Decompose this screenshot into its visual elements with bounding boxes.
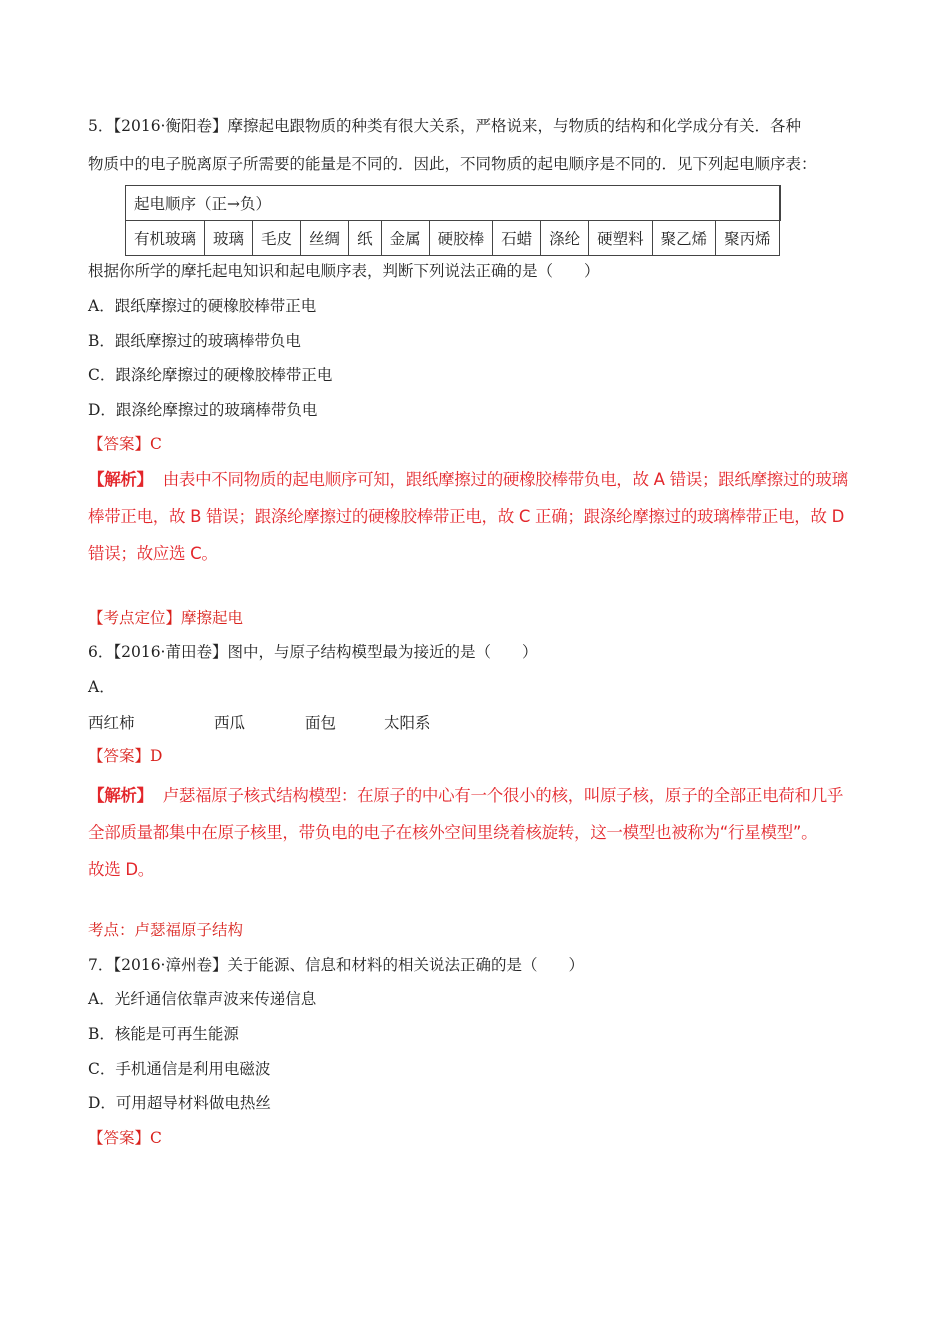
q6-explanation [88, 777, 878, 888]
table-cell: 金属 [381, 221, 429, 256]
explanation-tag: 【解析】 [88, 470, 153, 489]
explanation-line: 由表中不同物质的起电顺序可知，跟纸摩擦过的硬橡胶棒带负电，故 A 错误；跟纸摩擦过的玻璃 [162, 470, 848, 489]
q5-knowledge-point [88, 608, 243, 628]
q7-option-c: C．手机通信是利用电磁波 [88, 1060, 271, 1078]
answer-value: C [150, 1129, 162, 1147]
q6-item: 太阳系 [384, 714, 431, 732]
q7-option-b: B．核能是可再生能源 [88, 1025, 239, 1043]
triboelectric-series-table [125, 185, 781, 256]
table-row [126, 221, 781, 256]
q5-stem-line2: 物质中的电子脱离原子所需要的能量是不同的．因此，不同物质的起电顺序是不同的．见下列起电顺序表： [88, 155, 817, 173]
q7-option-a: A．光纤通信依靠声波来传递信息 [88, 990, 317, 1008]
q5-option-b: B．跟纸摩擦过的玻璃棒带负电 [88, 332, 301, 350]
q5-explanation [88, 461, 878, 572]
table-cell: 硬胶棒 [429, 221, 493, 256]
table-cell: 毛皮 [253, 221, 301, 256]
table-cell: 硬塑料 [589, 221, 653, 256]
q5-option-c: C．跟涤纶摩擦过的硬橡胶棒带正电 [88, 366, 333, 384]
q6-answer [88, 746, 162, 766]
table-cell: 有机玻璃 [126, 221, 205, 256]
table-cell: 丝绸 [301, 221, 349, 256]
q7-option-d: D．可用超导材料做电热丝 [88, 1094, 271, 1112]
answer-tag: 【答案】 [88, 747, 151, 765]
answer-tag: 【答案】 [88, 1129, 151, 1147]
table-cell: 聚丙烯 [716, 221, 780, 256]
answer-value: D [150, 747, 163, 765]
q7-stem: 7．【2016·漳州卷】关于能源、信息和材料的相关说法正确的是（ ） [88, 956, 584, 974]
table-cell: 聚乙烯 [652, 221, 716, 256]
q6-item: 面包 [305, 714, 337, 732]
q6-item: 西红柿 [88, 714, 135, 732]
answer-value: C [150, 435, 162, 453]
q5-question: 根据你所学的摩托起电知识和起电顺序表，判断下列说法正确的是（ ） [88, 262, 600, 280]
explanation-line: 故选 D。 [88, 860, 154, 879]
explanation-line: 错误；故应选 C。 [88, 544, 218, 563]
q6-option-a: A． [88, 678, 115, 696]
q6-stem: 6．【2016·莆田卷】图中，与原子结构模型最为接近的是（ ） [88, 643, 538, 661]
point-tag: 【考点定位】 [88, 609, 182, 627]
q6-item: 西瓜 [214, 714, 246, 732]
table-cell: 玻璃 [205, 221, 253, 256]
table-cell: 纸 [349, 221, 382, 256]
q7-answer [88, 1128, 162, 1148]
q5-answer [88, 434, 162, 454]
table-header: 起电顺序（正→负） [126, 186, 780, 221]
table-cell: 涤纶 [541, 221, 589, 256]
answer-tag: 【答案】 [88, 435, 151, 453]
table-cell: 石蜡 [493, 221, 541, 256]
q6-knowledge-point: 考点：卢瑟福原子结构 [88, 921, 244, 939]
explanation-line: 全部质量都集中在原子核里，带负电的电子在核外空间里绕着核旋转，这一模型也被称为“行星模型”。 [88, 823, 818, 842]
point-value: 摩擦起电 [181, 609, 244, 627]
q5-option-a: A．跟纸摩擦过的硬橡胶棒带正电 [88, 297, 317, 315]
q5-stem-line1: 5．【2016·衡阳卷】摩擦起电跟物质的种类有很大关系，严格说来，与物质的结构和化学成分有关．各种 [88, 117, 801, 135]
explanation-line: 卢瑟福原子核式结构模型：在原子的中心有一个很小的核，叫原子核，原子的全部正电荷和几乎 [162, 786, 844, 805]
explanation-line: 棒带正电，故 B 错误；跟涤纶摩擦过的硬橡胶棒带正电，故 C 正确；跟涤纶摩擦过的玻璃棒带正电，故 D [88, 507, 844, 526]
explanation-tag: 【解析】 [88, 786, 153, 805]
q5-option-d: D．跟涤纶摩擦过的玻璃棒带负电 [88, 401, 318, 419]
